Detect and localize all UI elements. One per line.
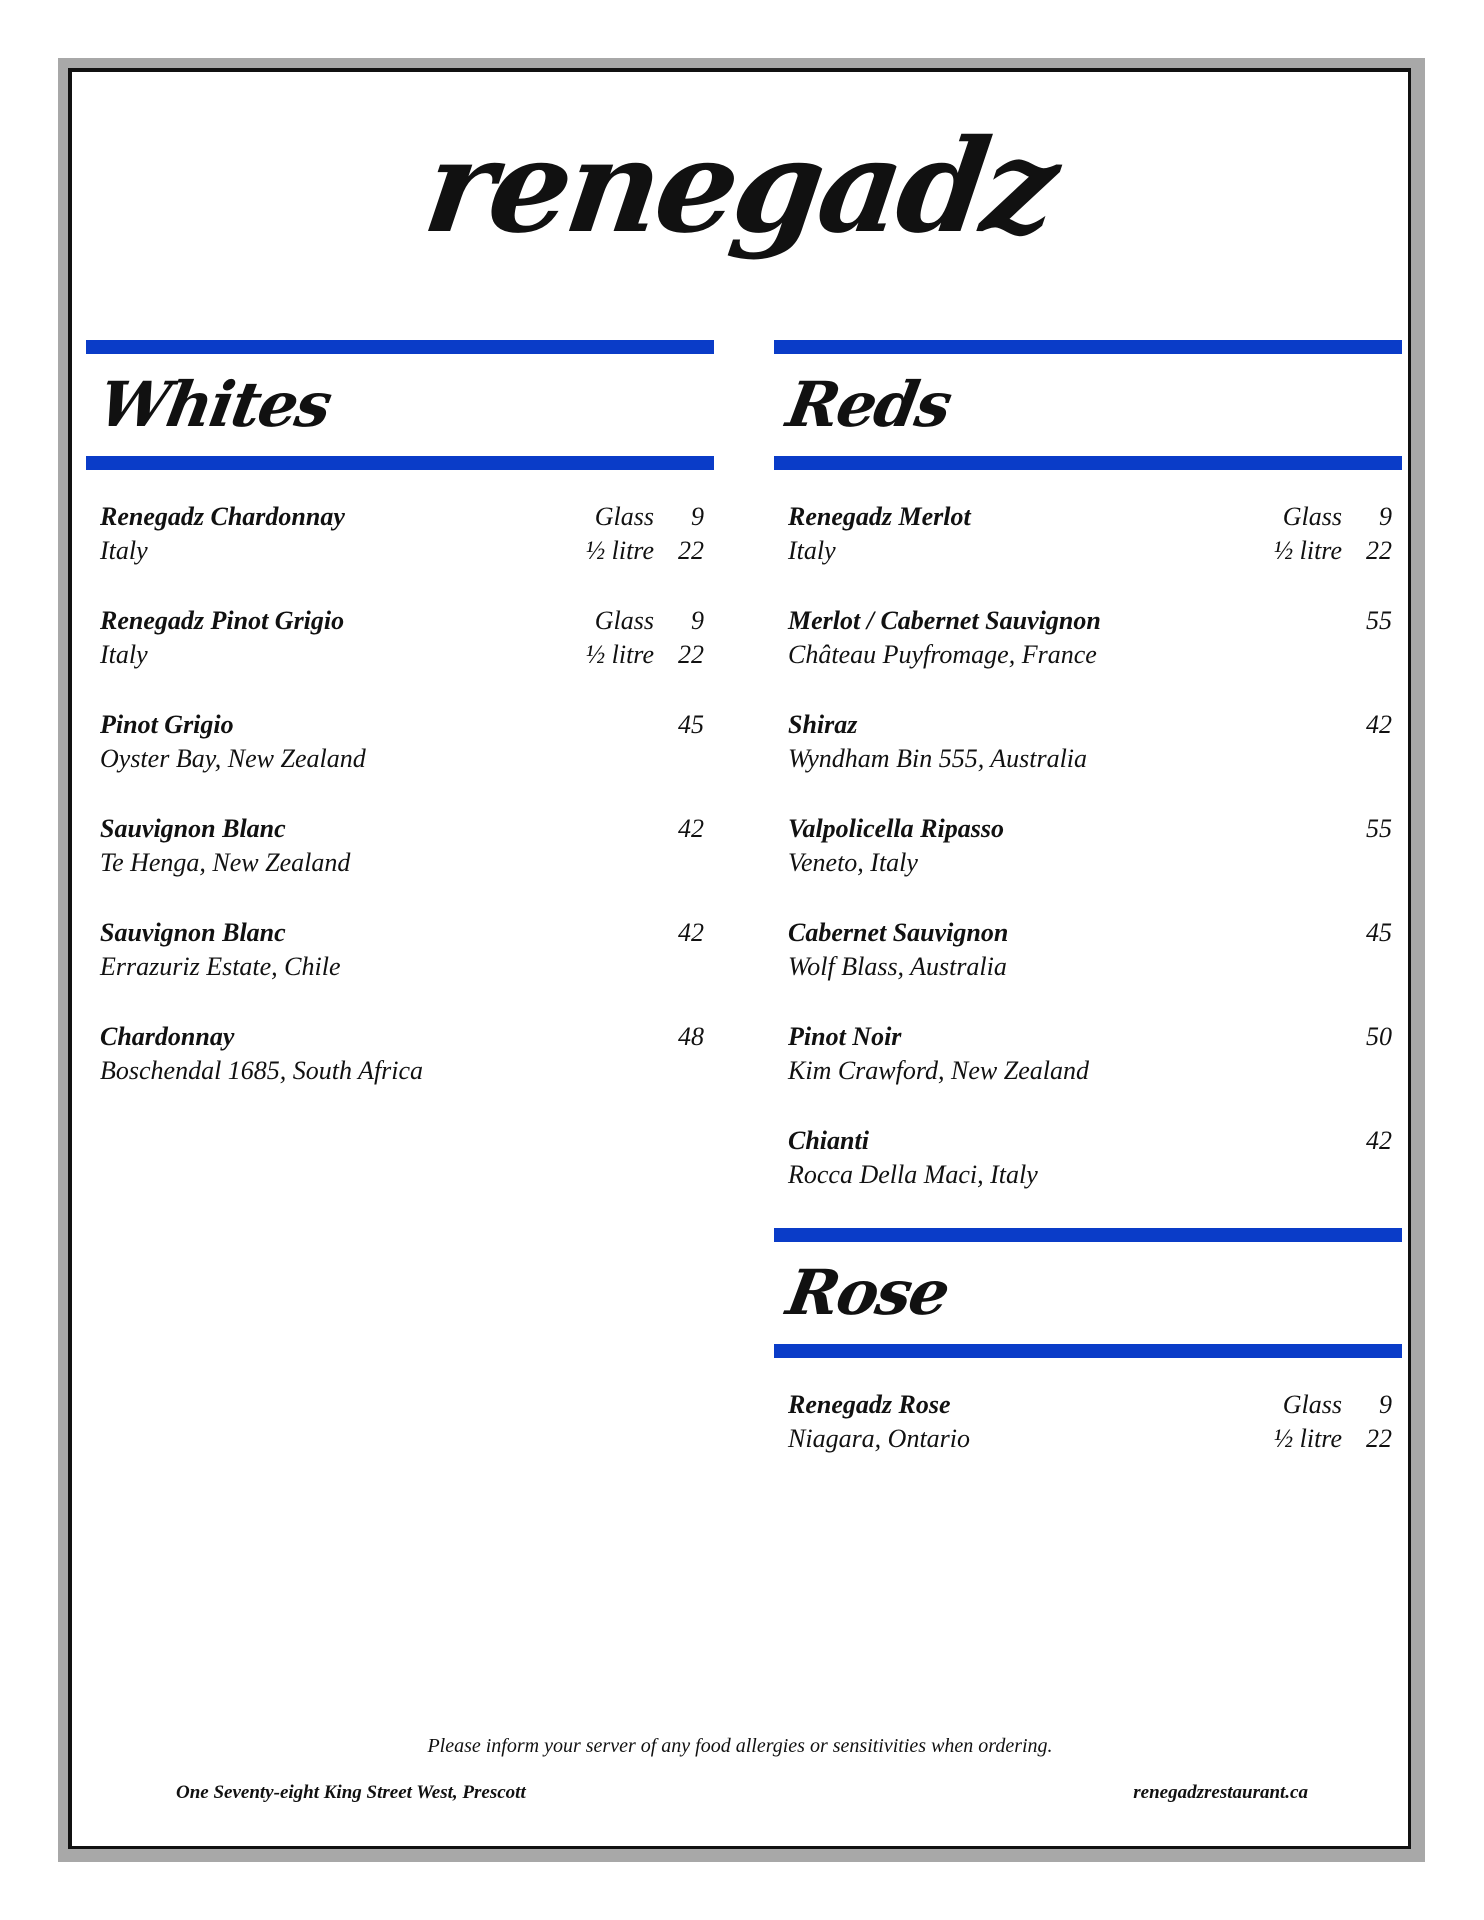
wine-price: 42 — [1366, 710, 1392, 739]
wine-name: Merlot / Cabernet Sauvignon — [788, 606, 1101, 635]
glass-label: Glass — [1282, 1390, 1342, 1419]
wine-item — [788, 708, 1392, 812]
glass-label: Glass — [1282, 502, 1342, 531]
wine-origin: Italy — [788, 536, 836, 565]
wine-item — [100, 500, 704, 604]
section-title-whites: Whites — [93, 368, 336, 441]
glass-label: Glass — [594, 606, 654, 635]
wine-name: Renegadz Rose — [788, 1390, 951, 1419]
section-band-bottom — [774, 456, 1402, 470]
litre-price: 22 — [1366, 1424, 1392, 1453]
wine-item — [788, 1020, 1392, 1124]
glass-price: 9 — [1379, 1390, 1392, 1419]
wine-item — [100, 708, 704, 812]
wine-origin: Oyster Bay, New Zealand — [100, 744, 366, 773]
wine-origin: Italy — [100, 640, 148, 669]
wine-item — [788, 812, 1392, 916]
wine-name: Chardonnay — [100, 1022, 235, 1051]
wine-price: 55 — [1366, 606, 1392, 635]
wine-origin: Italy — [100, 536, 148, 565]
wine-name: Sauvignon Blanc — [100, 814, 286, 843]
logo: renegadz — [416, 112, 1064, 262]
glass-price: 9 — [691, 606, 704, 635]
section-band-top — [774, 340, 1402, 354]
wine-name: Renegadz Pinot Grigio — [100, 606, 345, 635]
section-header-rose — [774, 1228, 1402, 1358]
litre-price: 22 — [1366, 536, 1392, 565]
section-title-rose: Rose — [781, 1256, 954, 1329]
wine-price: 45 — [1366, 918, 1392, 947]
address: One Seventy-eight King Street West, Prescott — [176, 1782, 526, 1803]
litre-label: ½ litre — [1273, 1424, 1342, 1453]
wine-origin: Te Henga, New Zealand — [100, 848, 351, 877]
litre-price: 22 — [678, 536, 704, 565]
wine-name: Pinot Noir — [788, 1022, 902, 1051]
wine-item — [788, 916, 1392, 1020]
section-header-reds — [774, 340, 1402, 470]
wine-origin: Veneto, Italy — [788, 848, 918, 877]
wine-origin: Errazuriz Estate, Chile — [100, 952, 341, 981]
litre-label: ½ litre — [1273, 536, 1342, 565]
rose-list — [788, 1388, 1392, 1492]
wine-name: Valpolicella Ripasso — [788, 814, 1004, 843]
wine-price: 42 — [678, 814, 704, 843]
wine-item — [788, 1124, 1392, 1228]
wine-price: 48 — [678, 1022, 704, 1051]
wine-name: Sauvignon Blanc — [100, 918, 286, 947]
wine-item — [100, 916, 704, 1020]
wine-price: 45 — [678, 710, 704, 739]
wine-price: 42 — [1366, 1126, 1392, 1155]
glass-label: Glass — [594, 502, 654, 531]
wine-item — [100, 604, 704, 708]
wine-origin: Wolf Blass, Australia — [788, 952, 1007, 981]
glass-price: 9 — [1379, 502, 1392, 531]
whites-list — [100, 500, 704, 1124]
wine-origin: Boschendal 1685, South Africa — [100, 1056, 424, 1085]
wine-origin: Kim Crawford, New Zealand — [788, 1056, 1089, 1085]
wine-item — [788, 1388, 1392, 1492]
section-band-bottom — [774, 1344, 1402, 1358]
wine-origin: Château Puyfromage, France — [788, 640, 1097, 669]
litre-label: ½ litre — [585, 640, 654, 669]
reds-list — [788, 500, 1392, 1228]
wine-name: Cabernet Sauvignon — [788, 918, 1009, 947]
menu-page — [72, 72, 1408, 1846]
litre-label: ½ litre — [585, 536, 654, 565]
wine-origin: Niagara, Ontario — [788, 1424, 971, 1453]
wine-price: 50 — [1366, 1022, 1392, 1051]
section-header-whites — [86, 340, 714, 470]
section-title-reds: Reds — [781, 368, 956, 441]
website-link[interactable]: renegadzrestaurant.ca — [1133, 1782, 1308, 1803]
wine-name: Chianti — [788, 1126, 869, 1155]
wine-price: 55 — [1366, 814, 1392, 843]
wine-origin: Rocca Della Maci, Italy — [788, 1160, 1038, 1189]
section-band-top — [86, 340, 714, 354]
wine-item — [100, 1020, 704, 1124]
wine-price: 42 — [678, 918, 704, 947]
wine-name: Shiraz — [788, 710, 858, 739]
wine-item — [788, 604, 1392, 708]
litre-price: 22 — [678, 640, 704, 669]
wine-item — [788, 500, 1392, 604]
wine-name: Pinot Grigio — [100, 710, 234, 739]
wine-name: Renegadz Chardonnay — [100, 502, 345, 531]
wine-origin: Wyndham Bin 555, Australia — [788, 744, 1088, 773]
section-band-bottom — [86, 456, 714, 470]
glass-price: 9 — [691, 502, 704, 531]
allergy-notice: Please inform your server of any food allergies or sensitivities when ordering. — [427, 1735, 1053, 1757]
wine-item — [100, 812, 704, 916]
section-band-top — [774, 1228, 1402, 1242]
wine-name: Renegadz Merlot — [788, 502, 971, 531]
